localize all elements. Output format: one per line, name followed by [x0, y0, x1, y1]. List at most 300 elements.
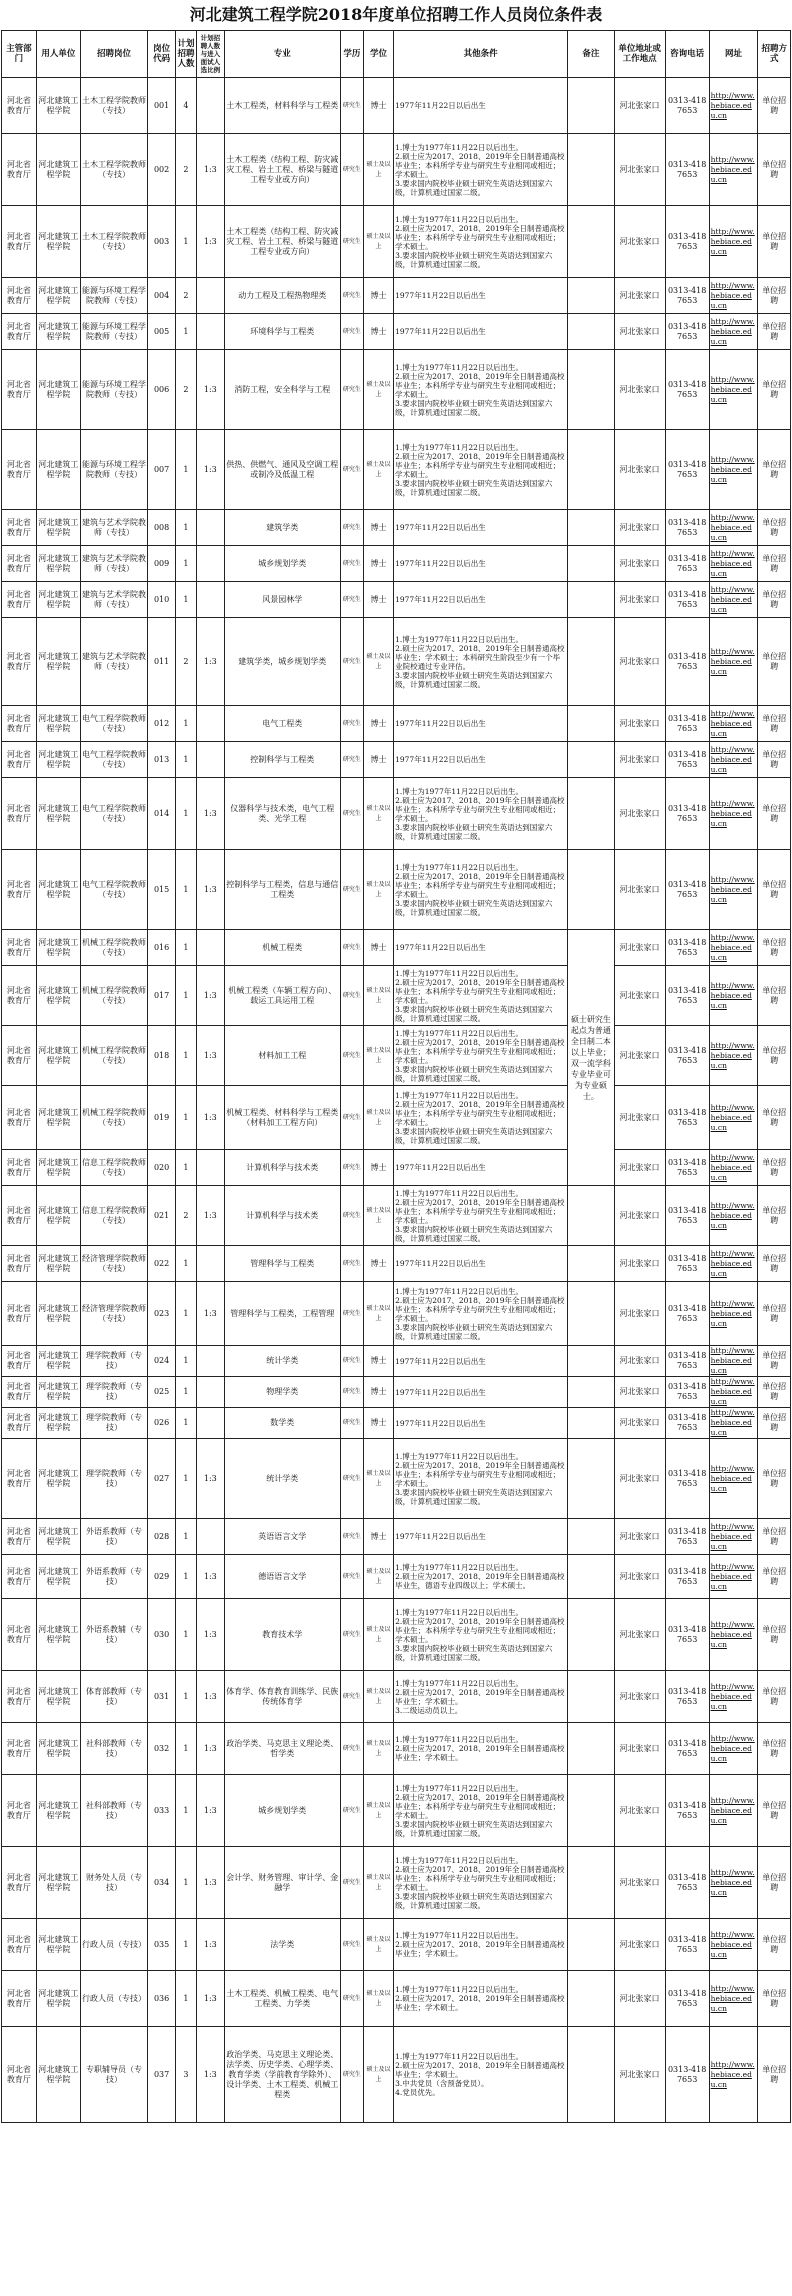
major-cell: 物理学类: [224, 1377, 340, 1408]
web-link[interactable]: http://www.hebiace.edu.cn: [709, 1971, 758, 2027]
degree-cell: 硕士及以上: [363, 2027, 393, 2123]
degree-cell: 硕士及以上: [363, 966, 393, 1026]
header-other: 其他条件: [394, 31, 568, 78]
degree-cell: 博士: [363, 706, 393, 742]
method-cell: 单位招聘: [758, 706, 791, 742]
addr-cell: 河北张家口: [614, 1555, 665, 1599]
edu-cell: 研究生: [340, 1519, 363, 1555]
degree-cell: 硕士及以上: [363, 1599, 393, 1671]
table-row: [2, 2027, 791, 2123]
web-link[interactable]: http://www.hebiace.edu.cn: [709, 314, 758, 350]
post-cell: 土木工程学院教师（专技）: [80, 206, 147, 278]
web-link[interactable]: http://www.hebiace.edu.cn: [709, 1282, 758, 1346]
edu-cell: 研究生: [340, 2027, 363, 2123]
remark-cell: [568, 350, 614, 430]
web-link[interactable]: http://www.hebiace.edu.cn: [709, 1919, 758, 1971]
remark-cell: [568, 1971, 614, 2027]
web-link[interactable]: http://www.hebiace.edu.cn: [709, 1026, 758, 1086]
ratio-cell: [196, 706, 224, 742]
unit-cell: 河北建筑工程学院: [36, 966, 80, 1026]
code-cell: 019: [148, 1086, 176, 1150]
tel-cell: 0313-4187653: [665, 350, 709, 430]
edu-cell: 研究生: [340, 1377, 363, 1408]
dept-cell: 河北省教育厅: [2, 1847, 37, 1919]
unit-cell: 河北建筑工程学院: [36, 1282, 80, 1346]
ratio-cell: [196, 742, 224, 778]
tel-cell: 0313-4187653: [665, 314, 709, 350]
unit-cell: 河北建筑工程学院: [36, 1086, 80, 1150]
header-addr: 单位地址或工作地点: [614, 31, 665, 78]
num-cell: 1: [176, 582, 197, 618]
remark-cell: [568, 582, 614, 618]
page-title: 河北建筑工程学院2018年度单位招聘工作人员岗位条件表: [189, 5, 603, 24]
table-row: [2, 1671, 791, 1723]
other-cell: 1977年11月22日以后出生: [394, 278, 568, 314]
num-cell: 1: [176, 510, 197, 546]
ratio-cell: [196, 510, 224, 546]
edu-cell: 研究生: [340, 206, 363, 278]
degree-cell: 博士: [363, 1150, 393, 1186]
code-cell: 029: [148, 1555, 176, 1599]
post-cell: 建筑与艺术学院教师（专技）: [80, 510, 147, 546]
remark-cell: [568, 2027, 614, 2123]
ratio-cell: 1:3: [196, 1026, 224, 1086]
other-cell: 1.博士为1977年11月22日以后出生。 2.硕士应为2017、2018、2019年全日制普通高校毕业生；学术硕士。: [394, 1723, 568, 1775]
num-cell: 4: [176, 78, 197, 134]
num-cell: 1: [176, 1775, 197, 1847]
edu-cell: 研究生: [340, 1086, 363, 1150]
remark-cell: [568, 1775, 614, 1847]
post-cell: 财务处人员（专技）: [80, 1847, 147, 1919]
num-cell: 1: [176, 1847, 197, 1919]
method-cell: 单位招聘: [758, 350, 791, 430]
tel-cell: 0313-4187653: [665, 1971, 709, 2027]
edu-cell: 研究生: [340, 1150, 363, 1186]
addr-cell: 河北张家口: [614, 206, 665, 278]
web-link[interactable]: http://www.hebiace.edu.cn: [709, 582, 758, 618]
major-cell: 统计学类: [224, 1346, 340, 1377]
major-cell: 供热、供燃气、通风及空调工程或制冷及低温工程: [224, 430, 340, 510]
code-cell: 011: [148, 618, 176, 706]
unit-cell: 河北建筑工程学院: [36, 134, 80, 206]
ratio-cell: 1:3: [196, 1919, 224, 1971]
code-cell: 016: [148, 930, 176, 966]
table-row: [2, 134, 791, 206]
addr-cell: 河北张家口: [614, 618, 665, 706]
table-row: [2, 1439, 791, 1519]
edu-cell: 研究生: [340, 850, 363, 930]
major-cell: 土木工程类、机械工程类、电气工程类、力学类: [224, 1971, 340, 2027]
dept-cell: 河北省教育厅: [2, 1919, 37, 1971]
other-cell: 1977年11月22日以后出生: [394, 1519, 568, 1555]
web-link[interactable]: http://www.hebiace.edu.cn: [709, 1671, 758, 1723]
code-cell: 036: [148, 1971, 176, 2027]
method-cell: 单位招聘: [758, 1026, 791, 1086]
other-cell: 1.博士为1977年11月22日以后出生。 2.硕士应为2017、2018、2019年全日制普通高校毕业生；学术硕士；本科研究生阶段至少有一个毕业院校通过专业评估。 3.要求国内院校毕业硕士研究生英语达到国家六级，计算机通过国家二级。: [394, 618, 568, 706]
edu-cell: 研究生: [340, 1026, 363, 1086]
num-cell: 1: [176, 1971, 197, 2027]
dept-cell: 河北省教育厅: [2, 742, 37, 778]
web-link[interactable]: http://www.hebiace.edu.cn: [709, 1246, 758, 1282]
web-link[interactable]: http://www.hebiace.edu.cn: [709, 78, 758, 134]
num-cell: 1: [176, 930, 197, 966]
table-row: [2, 778, 791, 850]
major-cell: 材料加工工程: [224, 1026, 340, 1086]
code-cell: 032: [148, 1723, 176, 1775]
web-link[interactable]: http://www.hebiace.edu.cn: [709, 966, 758, 1026]
web-link[interactable]: http://www.hebiace.edu.cn: [709, 1599, 758, 1671]
remark-cell: [568, 1519, 614, 1555]
dept-cell: 河北省教育厅: [2, 1439, 37, 1519]
major-cell: 控制科学与工程类: [224, 742, 340, 778]
method-cell: 单位招聘: [758, 618, 791, 706]
method-cell: 单位招聘: [758, 1186, 791, 1246]
num-cell: 1: [176, 966, 197, 1026]
num-cell: 2: [176, 1186, 197, 1246]
other-cell: 1.博士为1977年11月22日以后出生。 2.硕士应为2017、2018、2019年全日制普通高校毕业生；本科所学专业与研究生专业相同或相近；学术硕士。 3.要求国内院校毕业硕士研究生英语达到国家六级，计算机通过国家二级。: [394, 1282, 568, 1346]
remark-cell: [568, 1377, 614, 1408]
major-cell: 机械工程类: [224, 930, 340, 966]
edu-cell: 研究生: [340, 1186, 363, 1246]
major-cell: 控制科学与工程类，信息与通信工程类: [224, 850, 340, 930]
degree-cell: 硕士及以上: [363, 1086, 393, 1150]
tel-cell: 0313-4187653: [665, 510, 709, 546]
unit-cell: 河北建筑工程学院: [36, 1847, 80, 1919]
major-cell: 电气工程类: [224, 706, 340, 742]
major-cell: 机械工程类、材料科学与工程类（材料加工工程方向）: [224, 1086, 340, 1150]
method-cell: 单位招聘: [758, 966, 791, 1026]
remark-cell: 硕士研究生起点为普通全日制二本以上毕业；双一流学科专业毕业可为专业硕士。: [568, 930, 614, 1186]
unit-cell: 河北建筑工程学院: [36, 1026, 80, 1086]
major-cell: 建筑学类: [224, 510, 340, 546]
edu-cell: 研究生: [340, 1775, 363, 1847]
tel-cell: 0313-4187653: [665, 134, 709, 206]
method-cell: 单位招聘: [758, 546, 791, 582]
unit-cell: 河北建筑工程学院: [36, 1775, 80, 1847]
web-link[interactable]: http://www.hebiace.edu.cn: [709, 546, 758, 582]
web-link[interactable]: http://www.hebiace.edu.cn: [709, 1150, 758, 1186]
major-cell: 计算机科学与技术类: [224, 1186, 340, 1246]
header-major: 专业: [224, 31, 340, 78]
web-link[interactable]: http://www.hebiace.edu.cn: [709, 2027, 758, 2123]
edu-cell: 研究生: [340, 1555, 363, 1599]
num-cell: 1: [176, 1026, 197, 1086]
ratio-cell: 1:3: [196, 1775, 224, 1847]
num-cell: 1: [176, 706, 197, 742]
unit-cell: 河北建筑工程学院: [36, 1555, 80, 1599]
web-link[interactable]: http://www.hebiace.edu.cn: [709, 1847, 758, 1919]
degree-cell: 硕士及以上: [363, 1971, 393, 2027]
addr-cell: 河北张家口: [614, 1519, 665, 1555]
web-link[interactable]: http://www.hebiace.edu.cn: [709, 278, 758, 314]
web-link[interactable]: http://www.hebiace.edu.cn: [709, 430, 758, 510]
degree-cell: 硕士及以上: [363, 618, 393, 706]
dept-cell: 河北省教育厅: [2, 1723, 37, 1775]
edu-cell: 研究生: [340, 582, 363, 618]
ratio-cell: [196, 278, 224, 314]
major-cell: 统计学类: [224, 1439, 340, 1519]
code-cell: 020: [148, 1150, 176, 1186]
other-cell: 1.博士为1977年11月22日以后出生。 2.硕士应为2017、2018、2019年全日制普通高校毕业生；本科所学专业与研究生专业相同或相近；学术硕士。 3.要求国内院校毕业硕士研究生英语达到国家六级，计算机通过国家二级。: [394, 430, 568, 510]
dept-cell: 河北省教育厅: [2, 1671, 37, 1723]
web-link[interactable]: http://www.hebiace.edu.cn: [709, 706, 758, 742]
code-cell: 005: [148, 314, 176, 350]
table-row: [2, 1519, 791, 1555]
unit-cell: 河北建筑工程学院: [36, 1971, 80, 2027]
remark-cell: [568, 1246, 614, 1282]
unit-cell: 河北建筑工程学院: [36, 930, 80, 966]
remark-cell: [568, 134, 614, 206]
addr-cell: 河北张家口: [614, 1971, 665, 2027]
degree-cell: 硕士及以上: [363, 850, 393, 930]
dept-cell: 河北省教育厅: [2, 350, 37, 430]
post-cell: 建筑与艺术学院教师（专技）: [80, 582, 147, 618]
major-cell: 机械工程类（车辆工程方向）、载运工具运用工程: [224, 966, 340, 1026]
method-cell: 单位招聘: [758, 134, 791, 206]
unit-cell: 河北建筑工程学院: [36, 1723, 80, 1775]
other-cell: 1.博士为1977年11月22日以后出生。 2.硕士应为2017、2018、2019年全日制普通高校毕业生，德语专业四级以上；学术硕士。: [394, 1555, 568, 1599]
remark-cell: [568, 430, 614, 510]
header-code: 岗位代码: [148, 31, 176, 78]
num-cell: 2: [176, 350, 197, 430]
degree-cell: 博士: [363, 1246, 393, 1282]
ratio-cell: 1:3: [196, 1086, 224, 1150]
web-link[interactable]: http://www.hebiace.edu.cn: [709, 1346, 758, 1377]
addr-cell: 河北张家口: [614, 350, 665, 430]
addr-cell: 河北张家口: [614, 582, 665, 618]
table-row: [2, 966, 791, 1026]
ratio-cell: 1:3: [196, 1599, 224, 1671]
header-ratio: 计划招聘人数与进入面试人选比例: [196, 31, 224, 78]
table-row: [2, 510, 791, 546]
remark-cell: [568, 1919, 614, 1971]
code-cell: 001: [148, 78, 176, 134]
ratio-cell: [196, 1346, 224, 1377]
edu-cell: 研究生: [340, 1282, 363, 1346]
unit-cell: 河北建筑工程学院: [36, 850, 80, 930]
web-link[interactable]: http://www.hebiace.edu.cn: [709, 742, 758, 778]
addr-cell: 河北张家口: [614, 1346, 665, 1377]
unit-cell: 河北建筑工程学院: [36, 78, 80, 134]
web-link[interactable]: http://www.hebiace.edu.cn: [709, 778, 758, 850]
other-cell: 1977年11月22日以后出生: [394, 706, 568, 742]
edu-cell: 研究生: [340, 78, 363, 134]
web-link[interactable]: http://www.hebiace.edu.cn: [709, 134, 758, 206]
num-cell: 1: [176, 314, 197, 350]
unit-cell: 河北建筑工程学院: [36, 706, 80, 742]
degree-cell: 硕士及以上: [363, 1026, 393, 1086]
dept-cell: 河北省教育厅: [2, 134, 37, 206]
table-row: [2, 850, 791, 930]
method-cell: 单位招聘: [758, 2027, 791, 2123]
web-link[interactable]: http://www.hebiace.edu.cn: [709, 350, 758, 430]
dept-cell: 河北省教育厅: [2, 314, 37, 350]
dept-cell: 河北省教育厅: [2, 1555, 37, 1599]
method-cell: 单位招聘: [758, 1282, 791, 1346]
web-link[interactable]: http://www.hebiace.edu.cn: [709, 1519, 758, 1555]
tel-cell: 0313-4187653: [665, 1919, 709, 1971]
post-cell: 电气工程学院教师（专技）: [80, 706, 147, 742]
post-cell: 外语系教辅（专技）: [80, 1599, 147, 1671]
addr-cell: 河北张家口: [614, 1775, 665, 1847]
other-cell: 1.博士为1977年11月22日以后出生。 2.硕士应为2017、2018、2019年全日制普通高校毕业生；学术硕士。: [394, 1971, 568, 2027]
addr-cell: 河北张家口: [614, 1186, 665, 1246]
code-cell: 031: [148, 1671, 176, 1723]
post-cell: 机械工程学院教师（专技）: [80, 1026, 147, 1086]
dept-cell: 河北省教育厅: [2, 1186, 37, 1246]
other-cell: 1.博士为1977年11月22日以后出生。 2.硕士应为2017、2018、2019年全日制普通高校毕业生；本科所学专业与研究生专业相同或相近；学术硕士。 3.要求国内院校毕业硕士研究生英语达到国家六级，计算机通过国家二级。: [394, 1847, 568, 1919]
ratio-cell: 1:3: [196, 1847, 224, 1919]
addr-cell: 河北张家口: [614, 1439, 665, 1519]
tel-cell: 0313-4187653: [665, 1555, 709, 1599]
num-cell: 2: [176, 618, 197, 706]
edu-cell: 研究生: [340, 966, 363, 1026]
web-link[interactable]: http://www.hebiace.edu.cn: [709, 1408, 758, 1439]
table-row: [2, 1408, 791, 1439]
post-cell: 社科部教师（专技）: [80, 1775, 147, 1847]
num-cell: 1: [176, 1555, 197, 1599]
web-link[interactable]: http://www.hebiace.edu.cn: [709, 618, 758, 706]
other-cell: 1.博士为1977年11月22日以后出生。 2.硕士应为2017、2018、2019年全日制普通高校毕业生；本科所学专业与研究生专业相同或相近；学术硕士。 3.要求国内院校毕业硕士研究生英语达到国家六级，计算机通过国家二级。: [394, 966, 568, 1026]
web-link[interactable]: http://www.hebiace.edu.cn: [709, 206, 758, 278]
method-cell: 单位招聘: [758, 206, 791, 278]
post-cell: 社科部教师（专技）: [80, 1723, 147, 1775]
dept-cell: 河北省教育厅: [2, 966, 37, 1026]
degree-cell: 硕士及以上: [363, 1186, 393, 1246]
unit-cell: 河北建筑工程学院: [36, 314, 80, 350]
remark-cell: [568, 1282, 614, 1346]
num-cell: 1: [176, 1346, 197, 1377]
table-row: [2, 1971, 791, 2027]
addr-cell: 河北张家口: [614, 430, 665, 510]
code-cell: 013: [148, 742, 176, 778]
post-cell: 机械工程学院教师（专技）: [80, 930, 147, 966]
table-row: [2, 1775, 791, 1847]
tel-cell: 0313-4187653: [665, 966, 709, 1026]
web-link[interactable]: http://www.hebiace.edu.cn: [709, 1086, 758, 1150]
degree-cell: 博士: [363, 1408, 393, 1439]
remark-cell: [568, 1671, 614, 1723]
tel-cell: 0313-4187653: [665, 1519, 709, 1555]
web-link[interactable]: http://www.hebiace.edu.cn: [709, 510, 758, 546]
edu-cell: 研究生: [340, 314, 363, 350]
dept-cell: 河北省教育厅: [2, 278, 37, 314]
code-cell: 015: [148, 850, 176, 930]
method-cell: 单位招聘: [758, 1775, 791, 1847]
dept-cell: 河北省教育厅: [2, 1026, 37, 1086]
num-cell: 1: [176, 742, 197, 778]
tel-cell: 0313-4187653: [665, 1439, 709, 1519]
other-cell: 1.博士为1977年11月22日以后出生。 2.硕士应为2017、2018、2019年全日制普通高校毕业生；学术硕士。 3.二级运动员以上。: [394, 1671, 568, 1723]
unit-cell: 河北建筑工程学院: [36, 1439, 80, 1519]
addr-cell: 河北张家口: [614, 1599, 665, 1671]
table-row: [2, 1377, 791, 1408]
web-link[interactable]: http://www.hebiace.edu.cn: [709, 1555, 758, 1599]
web-link[interactable]: http://www.hebiace.edu.cn: [709, 930, 758, 966]
post-cell: 经济管理学院教师（专技）: [80, 1246, 147, 1282]
method-cell: 单位招聘: [758, 1555, 791, 1599]
web-link[interactable]: http://www.hebiace.edu.cn: [709, 1723, 758, 1775]
table-row: [2, 278, 791, 314]
unit-cell: 河北建筑工程学院: [36, 350, 80, 430]
degree-cell: 硕士及以上: [363, 1723, 393, 1775]
table-row: [2, 1026, 791, 1086]
table-row: [2, 1346, 791, 1377]
edu-cell: 研究生: [340, 350, 363, 430]
other-cell: 1977年11月22日以后出生: [394, 1408, 568, 1439]
web-link[interactable]: http://www.hebiace.edu.cn: [709, 1775, 758, 1847]
degree-cell: 硕士及以上: [363, 1555, 393, 1599]
other-cell: 1.博士为1977年11月22日以后出生。 2.硕士应为2017、2018、2019年全日制普通高校毕业生；本科所学专业与研究生专业相同或相近；学术硕士。 3.要求国内院校毕业硕士研究生英语达到国家六级，计算机通过国家二级。: [394, 850, 568, 930]
code-cell: 004: [148, 278, 176, 314]
header-tel: 咨询电话: [665, 31, 709, 78]
method-cell: 单位招聘: [758, 1599, 791, 1671]
tel-cell: 0313-4187653: [665, 1671, 709, 1723]
post-cell: 理学院教师（专技）: [80, 1346, 147, 1377]
web-link[interactable]: http://www.hebiace.edu.cn: [709, 1377, 758, 1408]
post-cell: 电气工程学院教师（专技）: [80, 778, 147, 850]
addr-cell: 河北张家口: [614, 314, 665, 350]
dept-cell: 河北省教育厅: [2, 430, 37, 510]
ratio-cell: 1:3: [196, 1439, 224, 1519]
table-row: [2, 78, 791, 134]
web-link[interactable]: http://www.hebiace.edu.cn: [709, 1439, 758, 1519]
edu-cell: 研究生: [340, 618, 363, 706]
addr-cell: 河北张家口: [614, 1086, 665, 1150]
code-cell: 033: [148, 1775, 176, 1847]
remark-cell: [568, 706, 614, 742]
remark-cell: [568, 1555, 614, 1599]
other-cell: 1.博士为1977年11月22日以后出生。 2.硕士应为2017、2018、2019年全日制普通高校毕业生；学术硕士。: [394, 1919, 568, 1971]
web-link[interactable]: http://www.hebiace.edu.cn: [709, 1186, 758, 1246]
table-row: [2, 1599, 791, 1671]
header-web: 网址: [709, 31, 758, 78]
remark-cell: [568, 1599, 614, 1671]
major-cell: 政治学类、马克思主义理论类、法学类、历史学类、心理学类、教育学类（学前教育学除外）、设计学类、土木工程类、机械工程类: [224, 2027, 340, 2123]
code-cell: 017: [148, 966, 176, 1026]
table-row: [2, 1186, 791, 1246]
post-cell: 电气工程学院教师（专技）: [80, 742, 147, 778]
tel-cell: 0313-4187653: [665, 930, 709, 966]
num-cell: 2: [176, 134, 197, 206]
num-cell: 1: [176, 430, 197, 510]
other-cell: 1977年11月22日以后出生: [394, 1150, 568, 1186]
header-edu: 学历: [340, 31, 363, 78]
ratio-cell: [196, 1408, 224, 1439]
edu-cell: 研究生: [340, 930, 363, 966]
method-cell: 单位招聘: [758, 1671, 791, 1723]
edu-cell: 研究生: [340, 1971, 363, 2027]
web-link[interactable]: http://www.hebiace.edu.cn: [709, 850, 758, 930]
major-cell: 德语语言文学: [224, 1555, 340, 1599]
table-row: [2, 206, 791, 278]
table-row: [2, 546, 791, 582]
post-cell: 能源与环境工程学院教师（专技）: [80, 314, 147, 350]
ratio-cell: 1:3: [196, 1971, 224, 2027]
ratio-cell: 1:3: [196, 134, 224, 206]
code-cell: 028: [148, 1519, 176, 1555]
num-cell: 2: [176, 278, 197, 314]
tel-cell: 0313-4187653: [665, 1723, 709, 1775]
degree-cell: 硕士及以上: [363, 1919, 393, 1971]
major-cell: 消防工程，安全科学与工程: [224, 350, 340, 430]
code-cell: 030: [148, 1599, 176, 1671]
unit-cell: 河北建筑工程学院: [36, 1186, 80, 1246]
code-cell: 007: [148, 430, 176, 510]
num-cell: 1: [176, 1150, 197, 1186]
ratio-cell: 1:3: [196, 206, 224, 278]
code-cell: 002: [148, 134, 176, 206]
